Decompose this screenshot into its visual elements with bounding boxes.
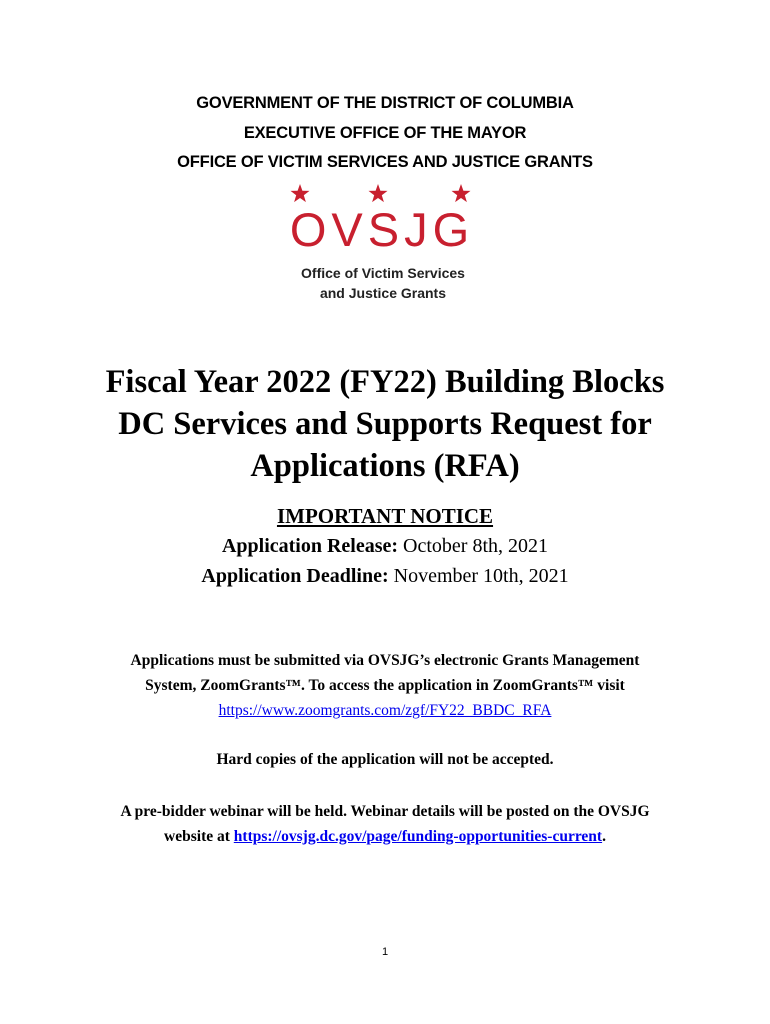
deadline-value: November 10th, 2021 (388, 565, 569, 587)
three-stars-icon (291, 184, 471, 202)
deadline-label: Application Deadline: (201, 565, 389, 587)
document-title (0, 361, 770, 487)
webinar-line-2-suffix: . (602, 828, 606, 845)
important-notice-heading: IMPORTANT NOTICE (276, 504, 494, 528)
document-title-line-2: DC Services and Supports Request for (118, 406, 652, 442)
agency-header (0, 89, 770, 178)
document-title-line-3: Applications (RFA) (250, 448, 520, 484)
submission-line-1: Applications must be submitted via OVSJG’s electronic Grants Management (130, 652, 640, 669)
webinar-line-1: A pre-bidder webinar will be held. Webinar details will be posted on the OVSJG (120, 803, 650, 820)
logo-subtitle-line-2: and Justice Grants (319, 285, 447, 301)
webinar-line-2 (0, 824, 770, 849)
release-label: Application Release: (221, 535, 399, 557)
application-dates (0, 531, 770, 591)
ovsjg-funding-link[interactable]: https://ovsjg.dc.gov/page/funding-opportunities-current (233, 828, 603, 845)
submission-line-2: System, ZoomGrants™. To access the application in ZoomGrants™ visit (145, 677, 625, 694)
agency-header-line-1: GOVERNMENT OF THE DISTRICT OF COLUMBIA (196, 94, 574, 112)
logo-wordmark: OVSJG (289, 203, 475, 256)
hard-copies-notice: Hard copies of the application will not be accepted. (216, 751, 554, 768)
agency-header-line-3: OFFICE OF VICTIM SERVICES AND JUSTICE GRANTS (177, 153, 593, 171)
deadline-date-line (0, 561, 770, 591)
document-title-line-1: Fiscal Year 2022 (FY22) Building Blocks (105, 364, 665, 400)
webinar-paragraph (0, 799, 770, 849)
page-number: 1 (381, 946, 389, 958)
zoomgrants-link[interactable]: https://www.zoomgrants.com/zgf/FY22_BBDC_RFA (218, 702, 552, 719)
webinar-line-2-prefix: website at (164, 828, 234, 845)
logo-subtitle-line-1: Office of Victim Services (301, 265, 465, 281)
agency-header-line-2: EXECUTIVE OFFICE OF THE MAYOR (243, 123, 527, 142)
release-date-line (0, 531, 770, 561)
logo-subtitle (286, 263, 480, 303)
release-value: October 8th, 2021 (398, 535, 549, 557)
submission-paragraph (0, 648, 770, 723)
